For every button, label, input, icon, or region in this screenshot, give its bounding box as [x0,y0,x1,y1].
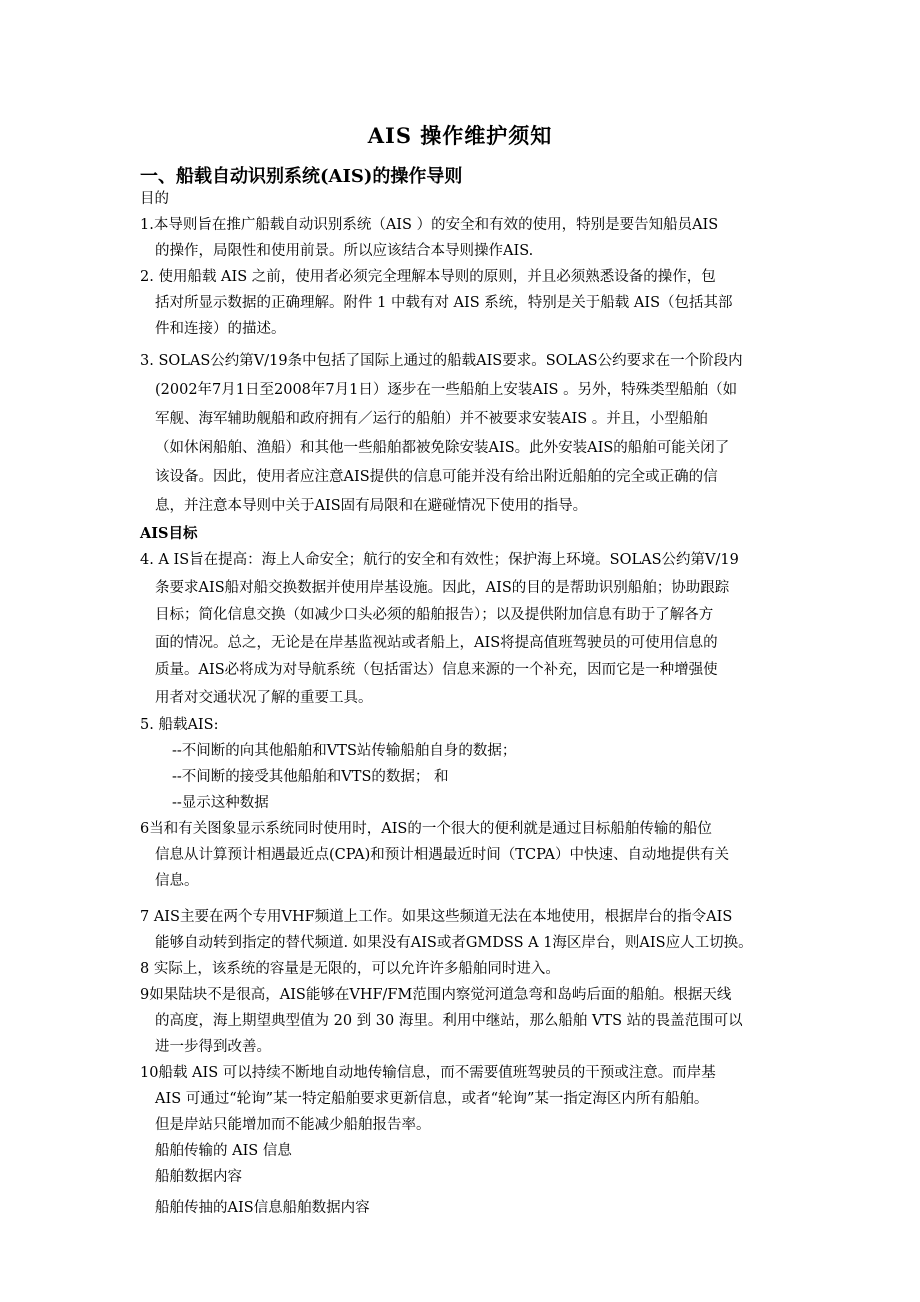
dash-list-item: --显示这种数据 [172,795,269,811]
paragraph-item-8 [140,956,800,982]
paragraph-item-4 [140,547,800,712]
paragraph-line: 进一步得到改善。 [155,1039,271,1055]
paragraph-line: 8 实际上，该系统的容量是无限的，可以允许许多船舶同时进入。 [140,961,560,977]
tail-section [140,1138,800,1221]
paragraph-line: 但是岸站只能增加而不能减少船舶报告率。 [155,1117,431,1133]
paragraph-line: 5. 船载AIS: [140,717,219,733]
paragraph-line: 6当和有关图象显示系统同时使用时，AIS的一个很大的便利就是通过目标船舶传输的船位 [140,821,712,837]
paragraph-line: 7 AIS主要在两个专用VHF频道上工作。如果这些频道无法在本地使用，根据岸台的指令AIS [140,909,733,925]
paragraph-item-1 [140,212,800,264]
paragraph-line: 质量。AIS必将成为对导航系统（包括雷达）信息来源的一个补充，因而它是一种增强使 [155,662,718,678]
tail-line: 船舶传输的 AIS 信息 [155,1143,292,1159]
paragraph-line: 1.本导则旨在推广船载自动识别系统（AIS ）的安全和有效的使用，特别是要告知船员AIS [140,217,719,233]
paragraph-line: 军舰、海军辅助舰船和政府拥有／运行的船舶）并不被要求安装AIS 。并且，小型船舶 [155,411,708,427]
paragraph-line: (2002年7月1日至2008年7月1日）逐步在一些船舶上安装AIS 。另外，特殊类型船舶（如 [155,382,738,398]
document-title: AIS 操作维护须知 [367,123,553,148]
paragraph-item-10 [140,1060,800,1138]
paragraph-item-3 [140,347,800,521]
paragraph-line: 10船载 AIS 可以持续不断地自动地传输信息，而不需要值班驾驶员的干预或注意。而岸基 [140,1065,716,1081]
paragraph-line: AIS 可通过“轮询”某一特定船舶要求更新信息，或者“轮询”某一指定海区内所有船舶。 [155,1091,709,1107]
paragraph-line: 目标；简化信息交换（如减少口头必须的船舶报告）；以及提供附加信息有助于了解各方 [155,607,714,623]
tail-line: 船舶传抽的AIS信息船舶数据内容 [155,1200,370,1216]
paragraph-line: 件和连接）的描述。 [155,321,286,337]
paragraph-line: 信息。 [155,873,199,889]
paragraph-line: 信息从计算预计相遇最近点(CPA)和预计相遇最近时间（TCPA）中快速、自动地提供有关 [155,847,729,863]
dash-list [140,738,800,816]
section-heading-1: 一、船载自动识别系统(AIS)的操作导则 [140,166,463,187]
paragraph-item-5 [140,712,800,816]
paragraph-line: （如休闲船舶、渔船）和其他一些船舶都被免除安装AIS。此外安装AIS的船舶可能关闭了 [155,440,730,456]
document-body [140,186,800,1221]
purpose-label: 目的 [140,191,169,207]
tail-line: 船舶数据内容 [155,1169,242,1185]
paragraph-line: 4. A IS旨在提高：海上人命安全；航行的安全和有效性；保护海上环境。SOLAS公约第V/19 [140,552,739,568]
paragraph-line: 能够自动转到指定的替代频道. 如果没有AIS或者GMDSS A 1海区岸台，则AIS应人工切换。 [155,935,753,951]
paragraph-line: 该设备。因此，使用者应注意AIS提供的信息可能并没有给出附近船舶的完全或正确的信 [155,469,718,485]
paragraph-line: 括对所显示数据的正确理解。附件 1 中载有对 AIS 系统，特别是关于船载 AIS（包括其部 [155,295,733,311]
dash-list-item: --不间断的接受其他船舶和VTS的数据； 和 [172,769,449,785]
paragraph-line: 的高度，海上期望典型值为 20 到 30 海里。利用中继站，那么船舶 VTS 站的畏盖范围可以 [155,1013,743,1029]
paragraph-item-9 [140,982,800,1060]
paragraph-item-7 [140,904,800,956]
paragraph-item-2 [140,264,800,342]
paragraph-line: 面的情况。总之，无论是在岸基监视站或者船上，AIS将提高值班驾驶员的可使用信息的 [155,634,718,651]
paragraph-line: 息，并注意本导则中关于AIS固有局限和在避碰情况下使用的指导。 [155,498,588,514]
paragraph-line: 条要求AIS船对船交换数据并使用岸基设施。因此，AIS的目的是帮助识别船舶；协助跟踪 [155,579,730,596]
paragraph-item-6 [140,816,800,894]
paragraph-line: 9如果陆块不是很高，AIS能够在VHF/FM范围内察觉河道急弯和岛屿后面的船舶。根据天线 [140,987,732,1003]
paragraph-line: 用者对交通状况了解的重要工具。 [155,689,373,706]
ais-goal-heading: AIS目标 [140,525,198,542]
dash-list-item: --不间断的向其他船舶和VTS站传输船舶自身的数据； [172,743,517,759]
paragraph-line: 2. 使用船载 AIS 之前，使用者必须完全理解本导则的原则，并且必须熟悉设备的操作，包 [140,269,716,285]
paragraph-line: 的操作，局限性和使用前景。所以应该结合本导则操作AIS. [155,243,534,259]
paragraph-line: 3. SOLAS公约第V/19条中包括了国际上通过的船载AIS要求。SOLAS公约要求在一个阶段内 [140,353,743,369]
